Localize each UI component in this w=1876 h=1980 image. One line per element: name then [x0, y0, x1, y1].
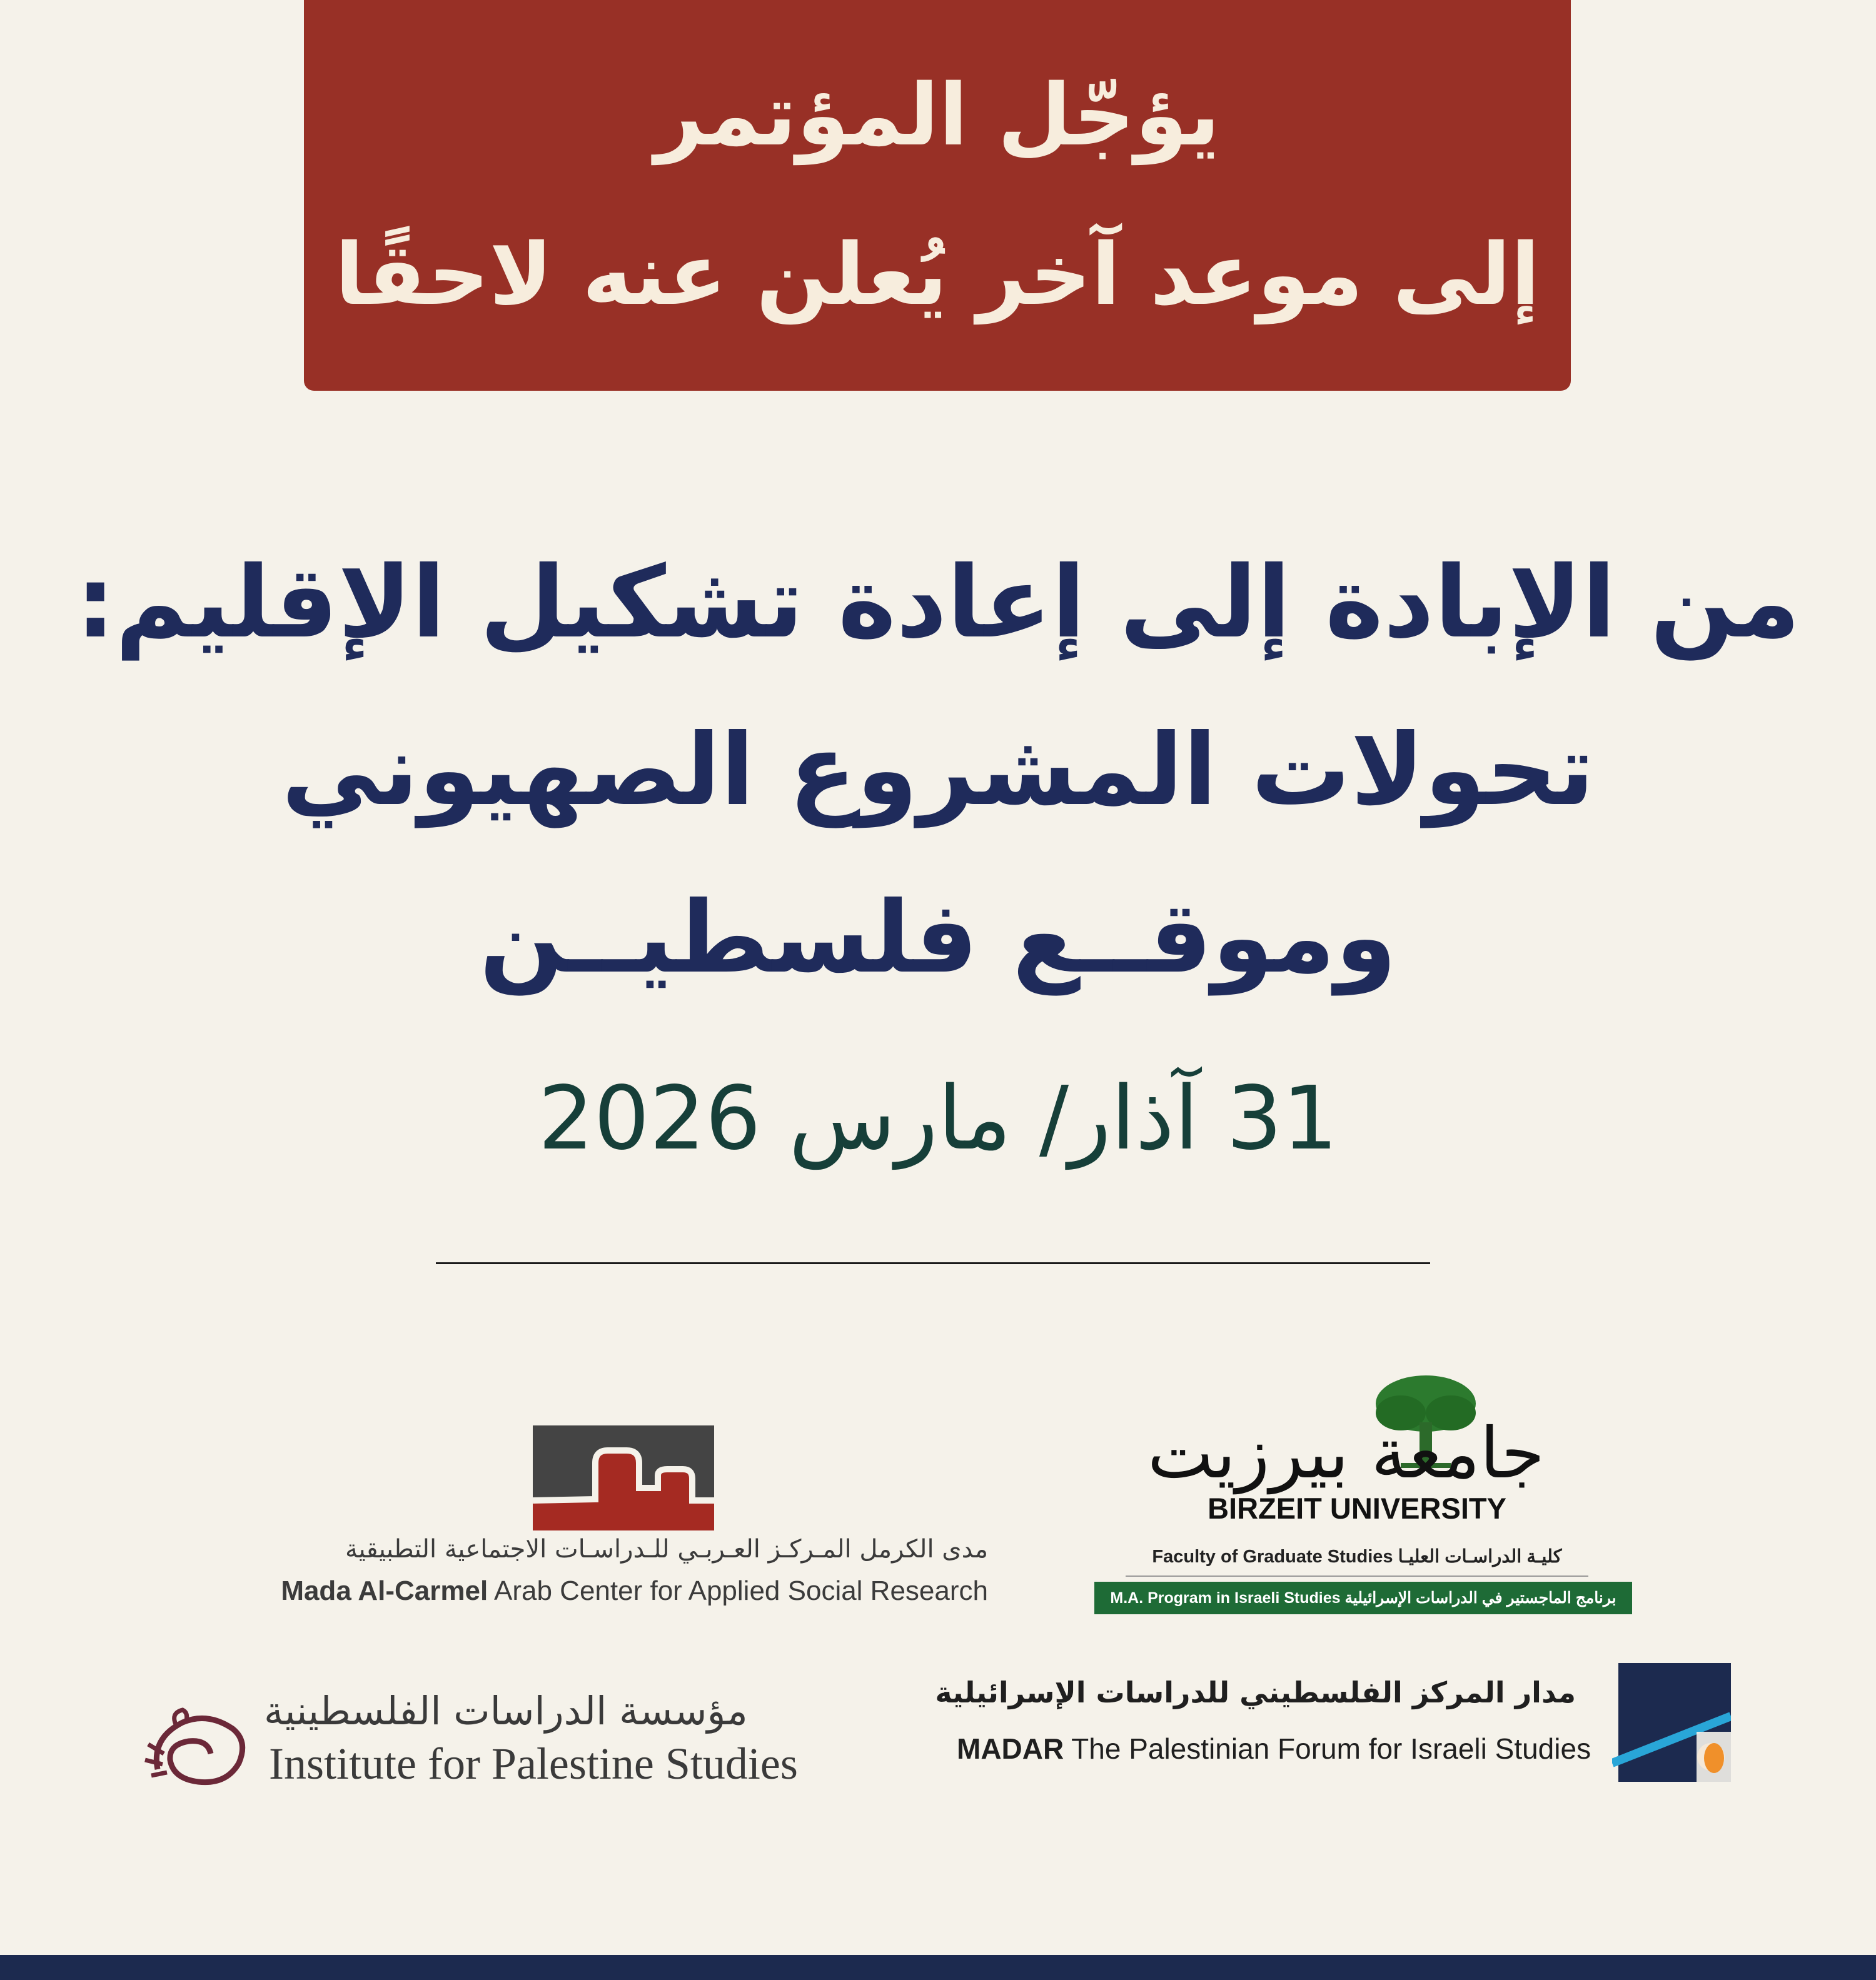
madar-english-bold: MADAR: [957, 1732, 1064, 1765]
title-line-1: من الإبادة إلى إعادة تشكيل الإقليم:: [76, 545, 1800, 660]
conference-title: [0, 519, 1876, 1022]
madar-arabic-text: مدار المركز الفلسطيني للدراسات الإسرائيلية: [935, 1676, 1576, 1709]
birzeit-university-logo: [1076, 1369, 1638, 1619]
madar-logo: [935, 1663, 1732, 1788]
banner-line-1: يؤجّل المؤتمر: [654, 66, 1221, 165]
madar-english-text: [957, 1732, 1591, 1766]
institute-for-palestine-studies-logo: [139, 1682, 927, 1807]
title-line-2: تحولات المشروع الصهيوني: [281, 713, 1595, 828]
mada-arabic-text: مدى الكرمل المـركـز العـربـي للـدراسـات الاجتماعية التطبيقية: [345, 1535, 988, 1564]
mada-english-rest: Arab Center for Applied Social Research: [488, 1575, 988, 1606]
mada-english-bold: Mada Al-Carmel: [281, 1575, 488, 1606]
banner-line-2: إلى موعد آخر يُعلن عنه لاحقًا: [335, 225, 1540, 324]
birzeit-program-banner: M.A. Program in Israeli Studies برنامج الماجستير في الدراسات الإسرائيلية: [1094, 1582, 1632, 1614]
conference-date: 31 آذار/ مارس 2026: [538, 1068, 1338, 1170]
ips-english-wordmark: Institute for Palestine Studies: [269, 1739, 798, 1789]
phoenix-bird-icon: [139, 1694, 251, 1794]
ips-arabic-wordmark: مؤسسة الدراسات الفلسطينية: [264, 1688, 748, 1734]
madar-english-rest: The Palestinian Forum for Israeli Studies: [1064, 1732, 1591, 1765]
divider: [436, 1262, 1430, 1264]
mada-emblem-icon: [533, 1425, 714, 1530]
footer-bar: [0, 1955, 1876, 1980]
mada-al-carmel-logo: [244, 1425, 1001, 1613]
mada-english-text: [244, 1575, 988, 1607]
postponement-banner: [304, 0, 1571, 391]
title-line-3: وموقــع فلسطيــن: [479, 880, 1397, 995]
birzeit-arabic-wordmark: جامعة بيرزيت: [1147, 1413, 1545, 1494]
madar-emblem-icon: [1612, 1663, 1731, 1782]
birzeit-faculty: Faculty of Graduate Studies كليـة الدراسـات العليـا: [1152, 1547, 1562, 1567]
birzeit-rule: [1126, 1575, 1588, 1577]
birzeit-english-wordmark: BIRZEIT UNIVERSITY: [1208, 1492, 1506, 1525]
